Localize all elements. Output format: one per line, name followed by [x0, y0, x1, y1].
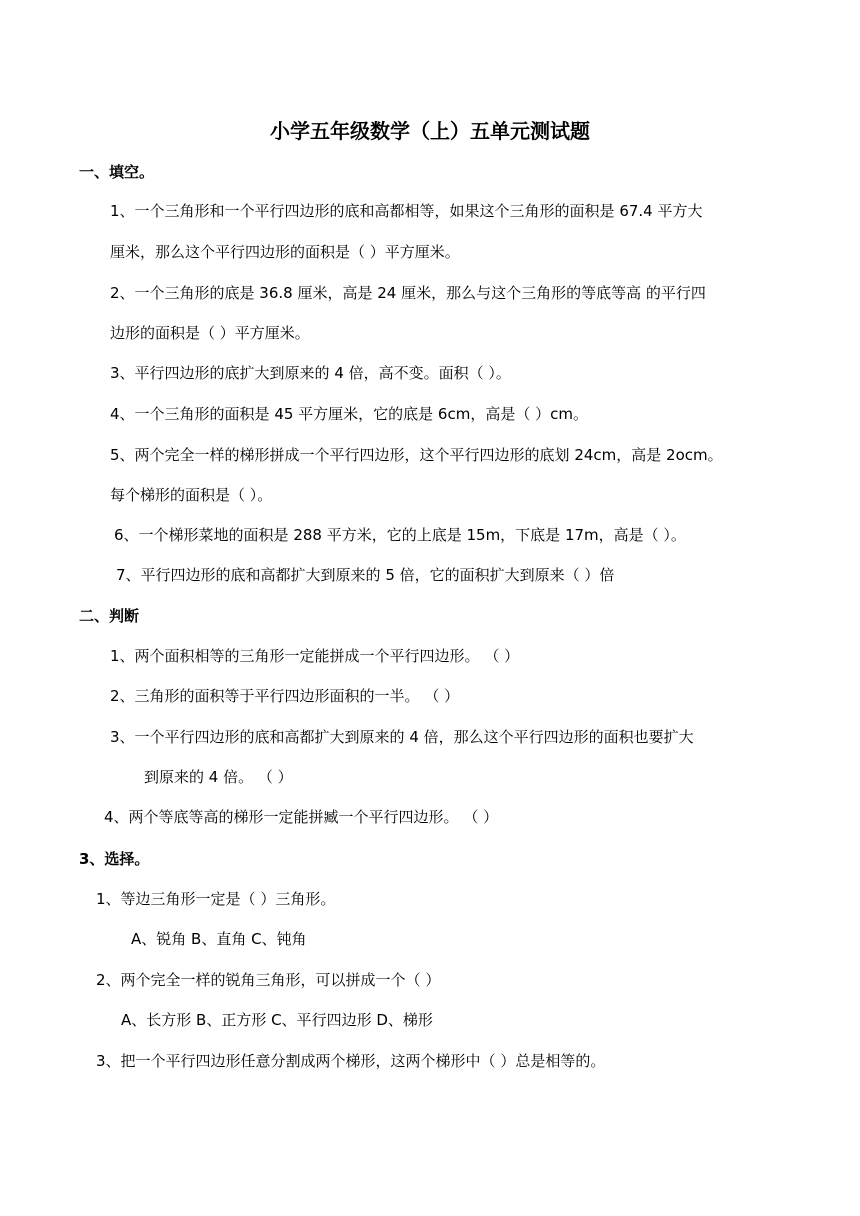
choice-3: 3、把一个平行四边形任意分割成两个梯形，这两个梯形中（ ）总是相等的。 — [96, 1052, 606, 1070]
judge-3-line-2: 到原来的 4 倍。 （ ） — [144, 768, 293, 786]
choice-1: 1、等边三角形一定是（ ）三角形。 — [96, 890, 336, 908]
choice-2: 2、两个完全一样的锐角三角形，可以拼成一个（ ） — [96, 971, 441, 989]
judge-3-line-1: 3、一个平行四边形的底和高都扩大到原来的 4 倍，那么这个平行四边形的面积也要扩大 — [110, 728, 694, 746]
fill-blank-2-line-1: 2、一个三角形的底是 36.8 厘米，高是 24 厘米，那么与这个三角形的等底等高 的平行四 — [110, 284, 706, 302]
fill-blank-1-line-2: 厘米，那么这个平行四边形的面积是（ ）平方厘米。 — [110, 243, 460, 261]
page-title: 小学五年级数学（上）五单元测试题 — [270, 119, 590, 143]
section-1-heading: 一、填空。 — [79, 163, 155, 181]
judge-2: 2、三角形的面积等于平行四边形面积的一半。 （ ） — [110, 687, 460, 705]
fill-blank-2-line-2: 边形的面积是（ ）平方厘米。 — [110, 324, 310, 342]
section-2-heading: 二、判断 — [79, 607, 140, 625]
fill-blank-6: 6、一个梯形菜地的面积是 288 平方米，它的上底是 15m，下底是 17m，高是（ ）。 — [114, 526, 686, 544]
choice-1-options: A、锐角 B、直角 C、钝角 — [131, 930, 307, 948]
section-3-heading: 3、选择。 — [79, 850, 150, 868]
choice-2-options: A、长方形 B、正方形 C、平行四边形 D、梯形 — [121, 1011, 433, 1029]
judge-1: 1、两个面积相等的三角形一定能拼成一个平行四边形。 （ ） — [110, 647, 520, 665]
fill-blank-7: 7、平行四边形的底和高都扩大到原来的 5 倍，它的面积扩大到原来（ ）倍 — [116, 566, 615, 584]
judge-4: 4、两个等底等高的梯形一定能拼臧一个平行四边形。 （ ） — [104, 808, 499, 826]
fill-blank-4: 4、一个三角形的面积是 45 平方厘米，它的底是 6cm，高是（ ）cm。 — [110, 405, 588, 423]
fill-blank-5-line-2: 每个梯形的面积是（ ）。 — [110, 486, 273, 504]
fill-blank-5-line-1: 5、两个完全一样的梯形拼成一个平行四边形，这个平行四边形的底划 24cm，高是 2ocm。 — [110, 446, 723, 464]
fill-blank-3: 3、平行四边形的底扩大到原来的 4 倍，高不变。面积（ ）。 — [110, 364, 511, 382]
fill-blank-1-line-1: 1、一个三角形和一个平行四边形的底和高都相等，如果这个三角形的面积是 67.4 平方大 — [110, 202, 703, 220]
